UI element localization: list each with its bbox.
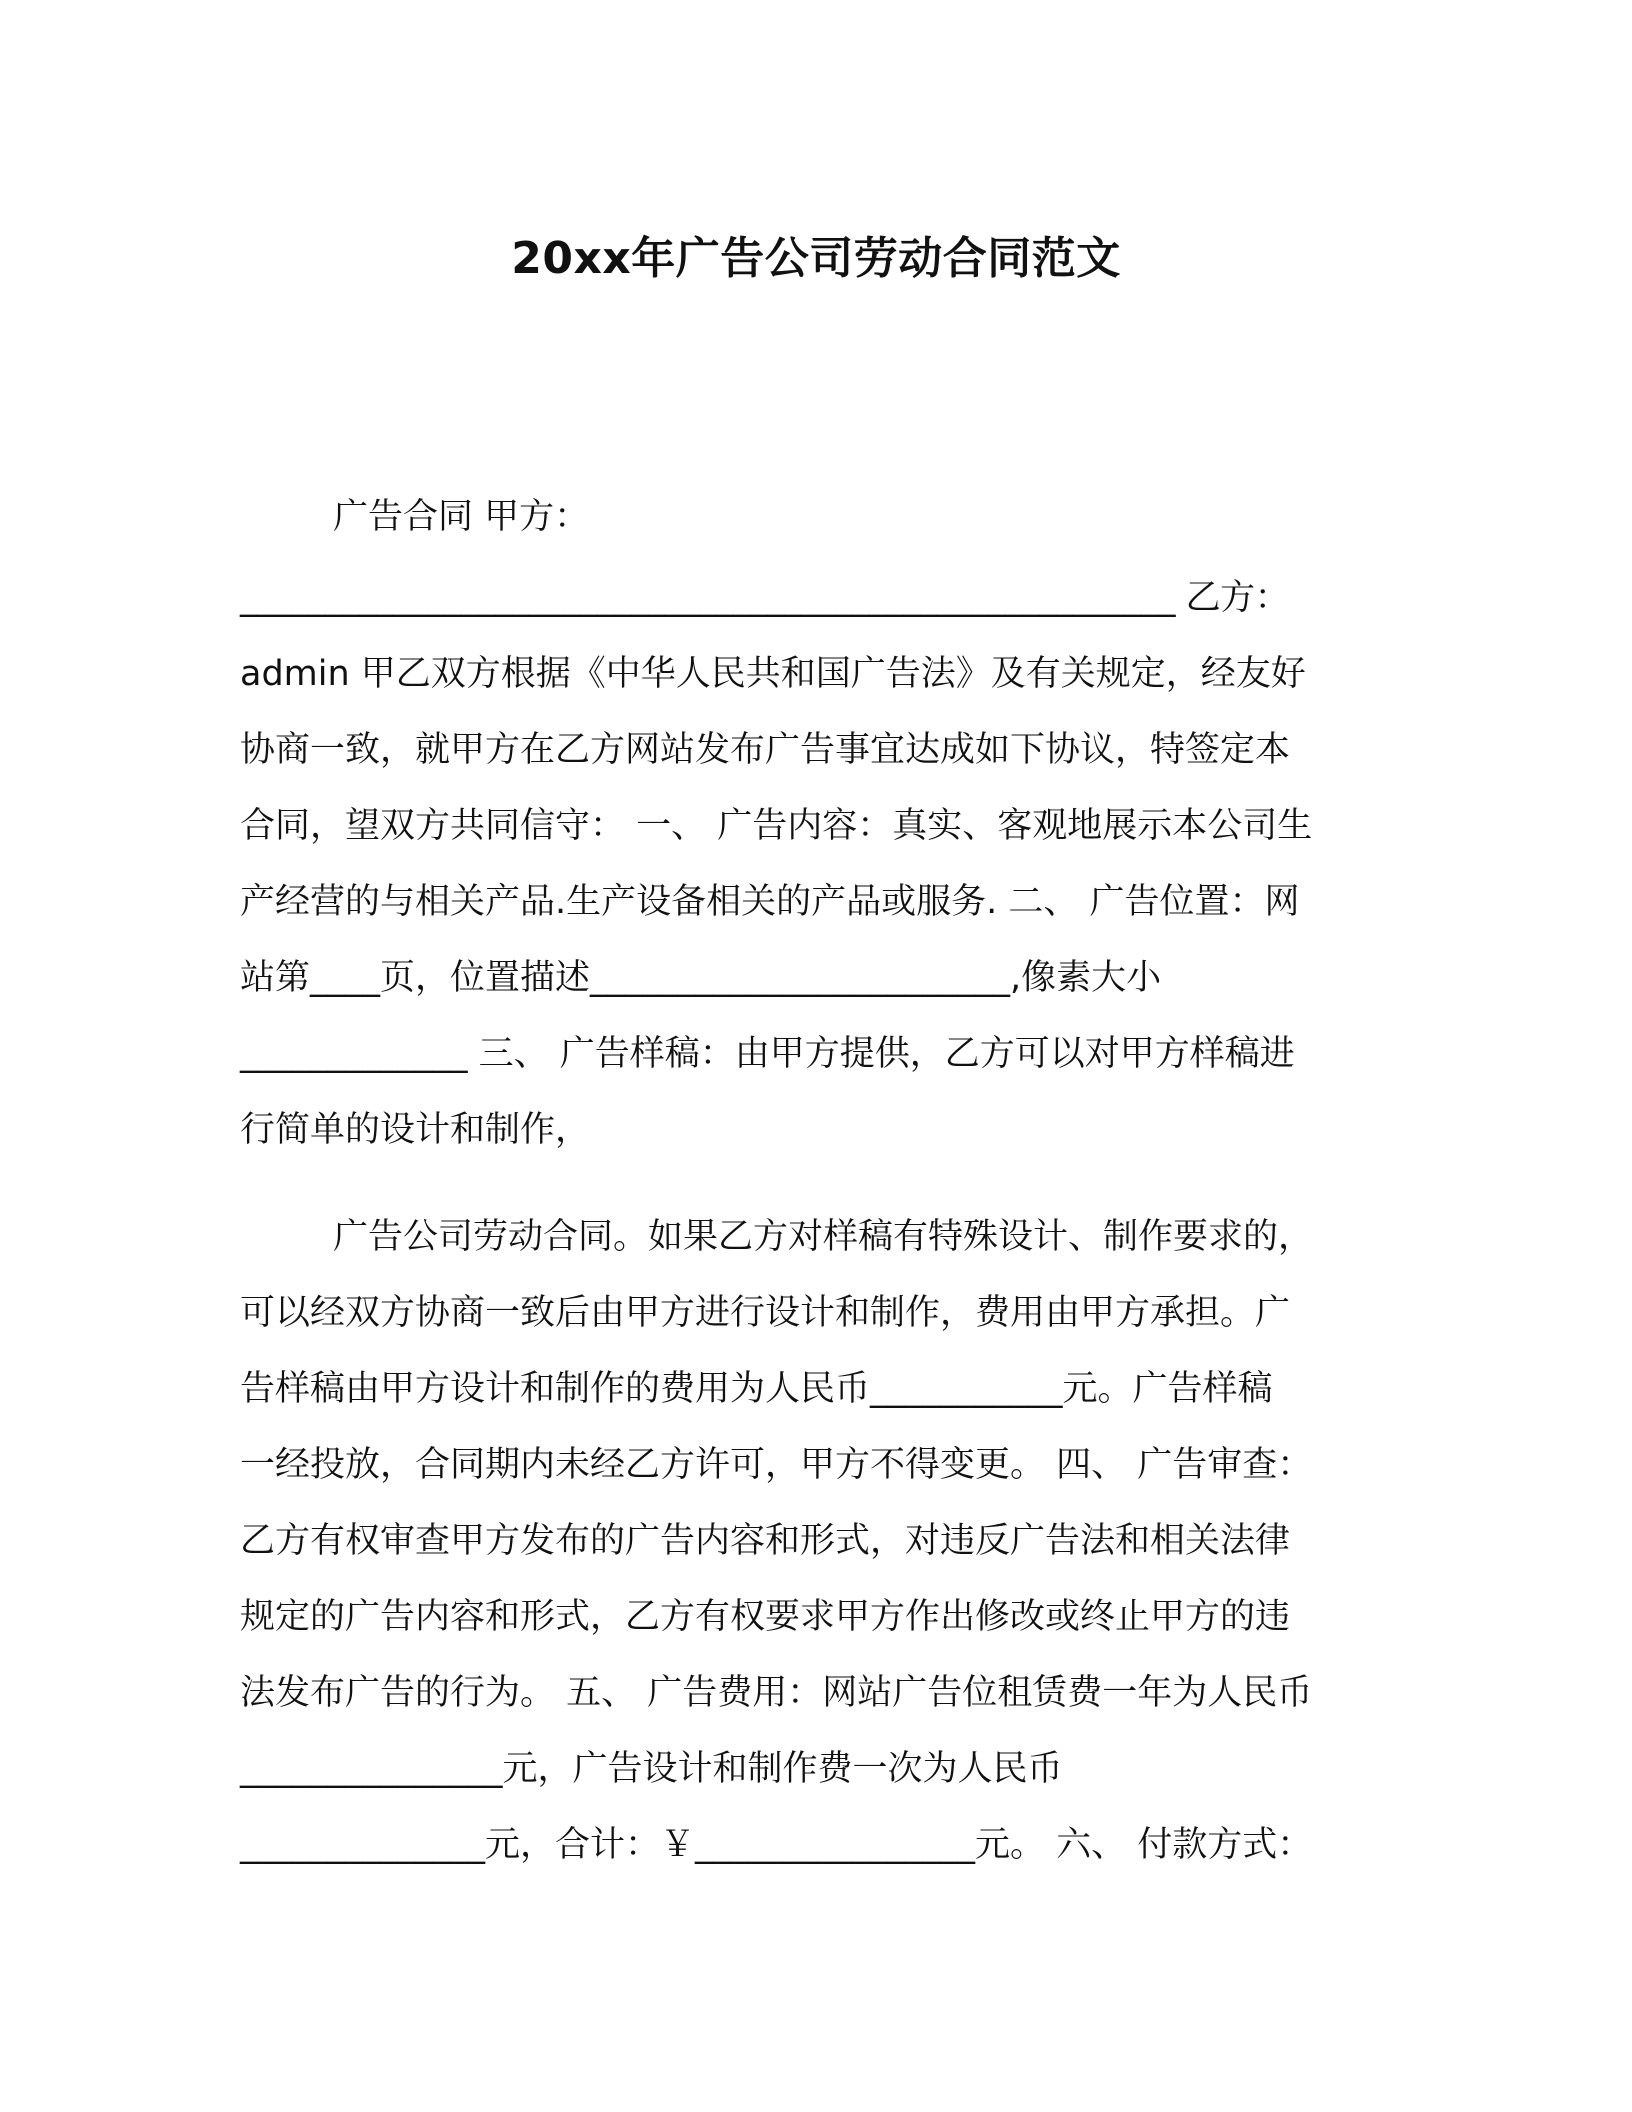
text-line: 可以经双方协商一致后由甲方进行设计和制作，费用由甲方承担。广 <box>240 1293 1291 1333</box>
text-line: 广告公司劳动合同。如果乙方对样稿有特殊设计、制作要求的， <box>333 1217 1314 1257</box>
text-line: 站第____页，位置描述________________________,像素大小 <box>240 958 1162 998</box>
text-line: admin 甲乙双方根据《中华人民共和国广告法》及有关规定，经友好 <box>240 654 1306 694</box>
text-line: 告样稿由甲方设计和制作的费用为人民币___________元。广告样稿 <box>240 1369 1273 1409</box>
text-line: ______________元，合计：￥________________元。 六、 付款方式： <box>240 1825 1313 1865</box>
text-line: 法发布广告的行为。 五、 广告费用：网站广告位租赁费一年为人民币 <box>240 1673 1313 1713</box>
text-line: 一经投放，合同期内未经乙方许可，甲方不得变更。 四、 广告审查： <box>240 1445 1313 1485</box>
document-title: 20xx年广告公司劳动合同范文 <box>511 233 1121 284</box>
text-line: _______________元，广告设计和制作费一次为人民币 <box>240 1749 1063 1789</box>
text-line: 协商一致，就甲方在乙方网站发布广告事宜达成如下协议，特签定本 <box>240 730 1291 770</box>
text-line: _____________ 三、 广告样稿：由甲方提供，乙方可以对甲方样稿进 <box>240 1034 1295 1074</box>
text-line: _______________________________________________________ 乙方： <box>240 578 1290 618</box>
text-line: 行简单的设计和制作， <box>240 1110 591 1150</box>
text-line: 产经营的与相关产品.生产设备相关的产品或服务. 二、 广告位置：网 <box>240 882 1300 922</box>
text-line: 乙方有权审查甲方发布的广告内容和形式，对违反广告法和相关法律 <box>240 1521 1291 1561</box>
text-line: 规定的广告内容和形式，乙方有权要求甲方作出修改或终止甲方的违 <box>240 1597 1291 1637</box>
text-line: 广告合同 甲方： <box>333 497 590 537</box>
text-line: 合同，望双方共同信守： 一、 广告内容：真实、客观地展示本公司生 <box>240 806 1313 846</box>
